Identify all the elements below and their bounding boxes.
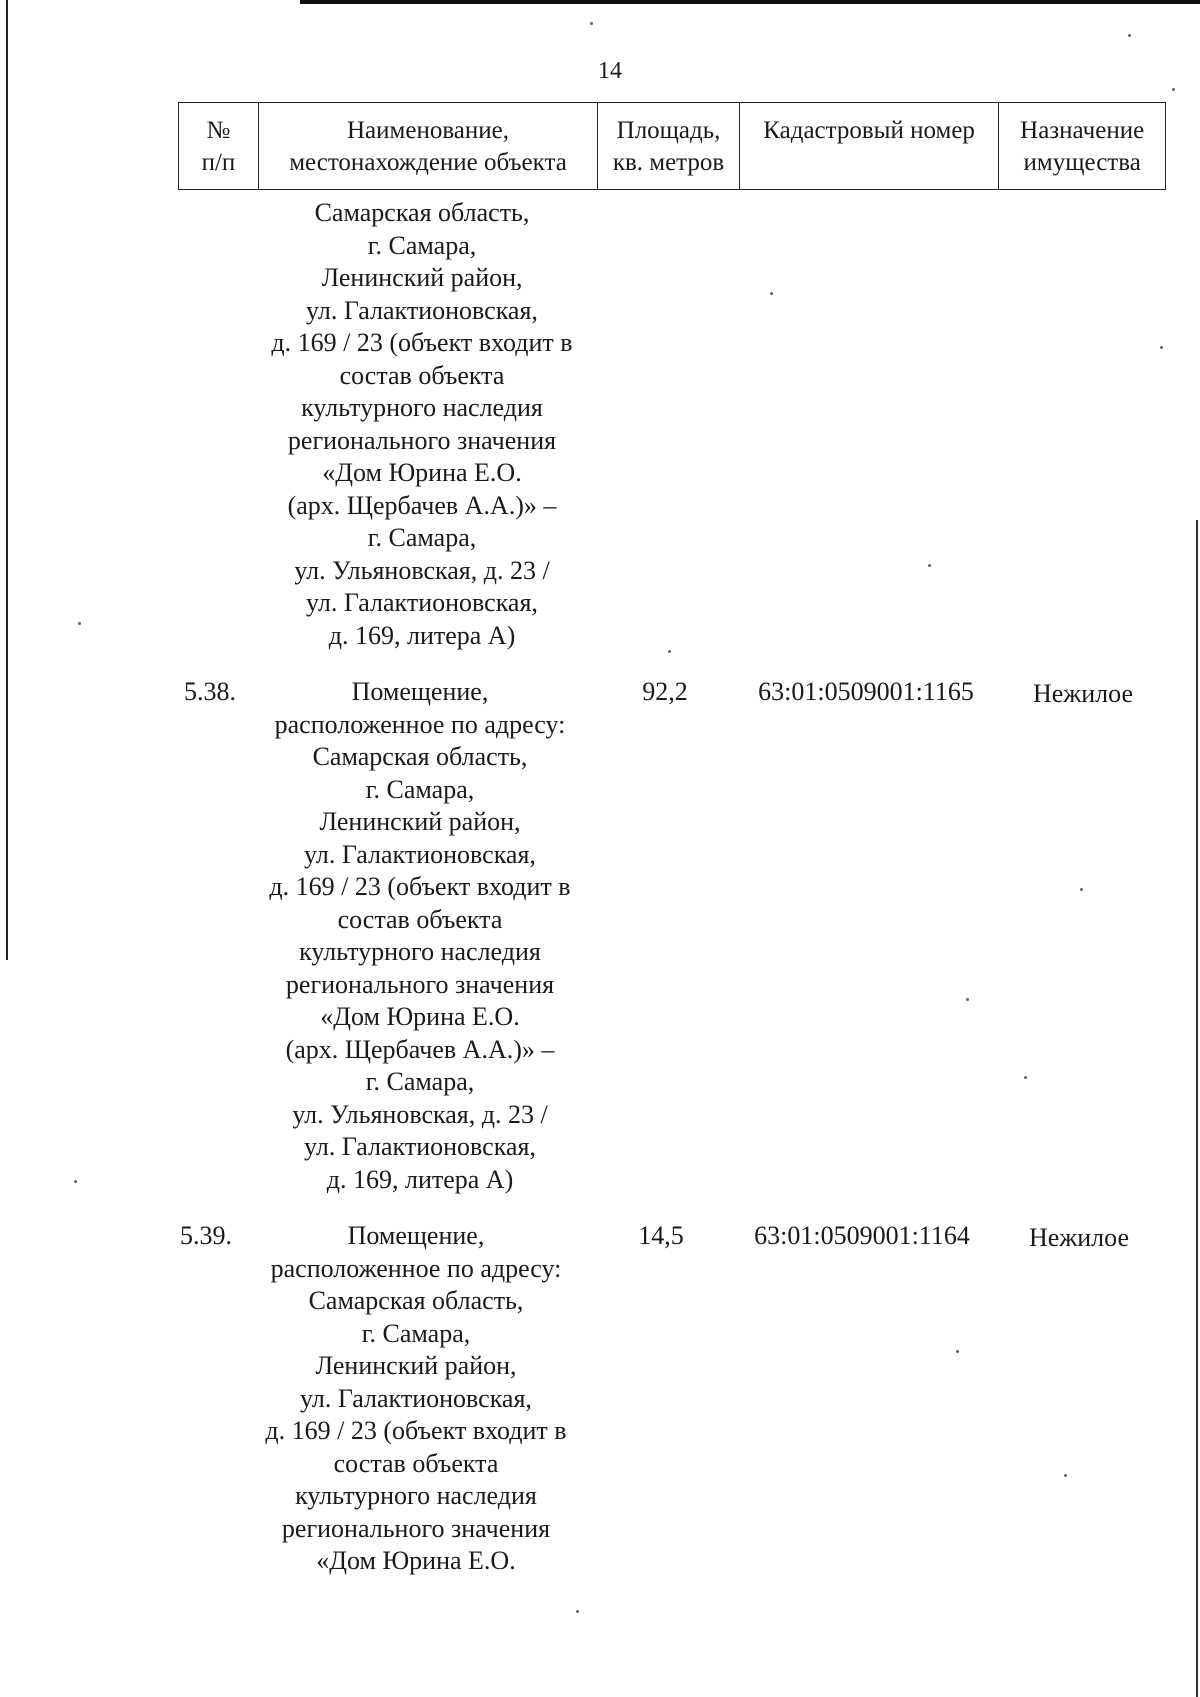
page-number: 14 [598,58,622,84]
scan-speck [1080,888,1083,891]
row-area: 14,5 [638,1221,684,1250]
scan-speck [1172,88,1175,91]
header-purpose: Назначение имущества [1020,117,1145,176]
scan-speck [770,292,773,295]
scan-speck [1128,34,1131,37]
scan-speck [74,1180,77,1183]
header-name: Наименование, местонахождение объекта [259,103,598,189]
header-num: № п/п [179,103,259,189]
scan-speck [576,1610,579,1613]
continuation-address: Самарская область, г. Самара, Ленинский район, ул. Галактионовская, д. 169 / 23 (объект входит в состав объекта культурного наследия регионального значения «Дом Юрина Е.О. (арх. Щербачев А.А.)» – г. Самара, ул. Ульяновская, д. 23 / ул. Галактионовская, д. 169, литера А) [271,198,573,650]
row-area: 92,2 [642,677,688,706]
row-address: Помещение, расположенное по адресу: Самарская область, г. Самара, Ленинский район, ул. Галактионовская, д. 169 / 23 (объект входит в состав объекта культурного наследия регионального значения «Дом Юрина Е.О. (арх. Щербачев А.А.)» – г. Самара, ул. Ульяновская, д. 23 / ул. Галактионовская, д. 169, литера А) [269,677,571,1194]
scan-left-edge [6,0,8,960]
scan-speck [668,650,671,653]
row-purpose: Нежилое [1028,1223,1130,1252]
scan-speck [1160,346,1163,349]
scan-speck [966,998,969,1001]
scan-right-edge [1196,520,1198,1697]
header-area: Площадь, кв. метров [598,103,740,189]
row-purpose: Нежилое [1032,679,1134,708]
scan-speck [78,622,81,625]
scan-speck [956,1350,959,1353]
row-number: 5.38. [184,677,236,706]
table-header [178,102,1166,190]
scan-speck [1064,1474,1067,1477]
header-cadastral: Кадастровый номер [740,103,999,189]
scan-speck [1024,1076,1027,1079]
scan-speck [928,564,931,567]
row-address: Помещение, расположенное по адресу: Самарская область, г. Самара, Ленинский район, ул. Галактионовская, д. 169 / 23 (объект входит в состав объекта культурного наследия регионального значения «Дом Юрина Е.О. [265,1221,567,1575]
row-cadastral: 63:01:0509001:1165 [758,677,974,706]
row-cadastral: 63:01:0509001:1164 [754,1221,970,1250]
scan-speck [590,22,593,25]
row-number: 5.39. [180,1221,232,1250]
scan-top-edge [300,0,1200,4]
